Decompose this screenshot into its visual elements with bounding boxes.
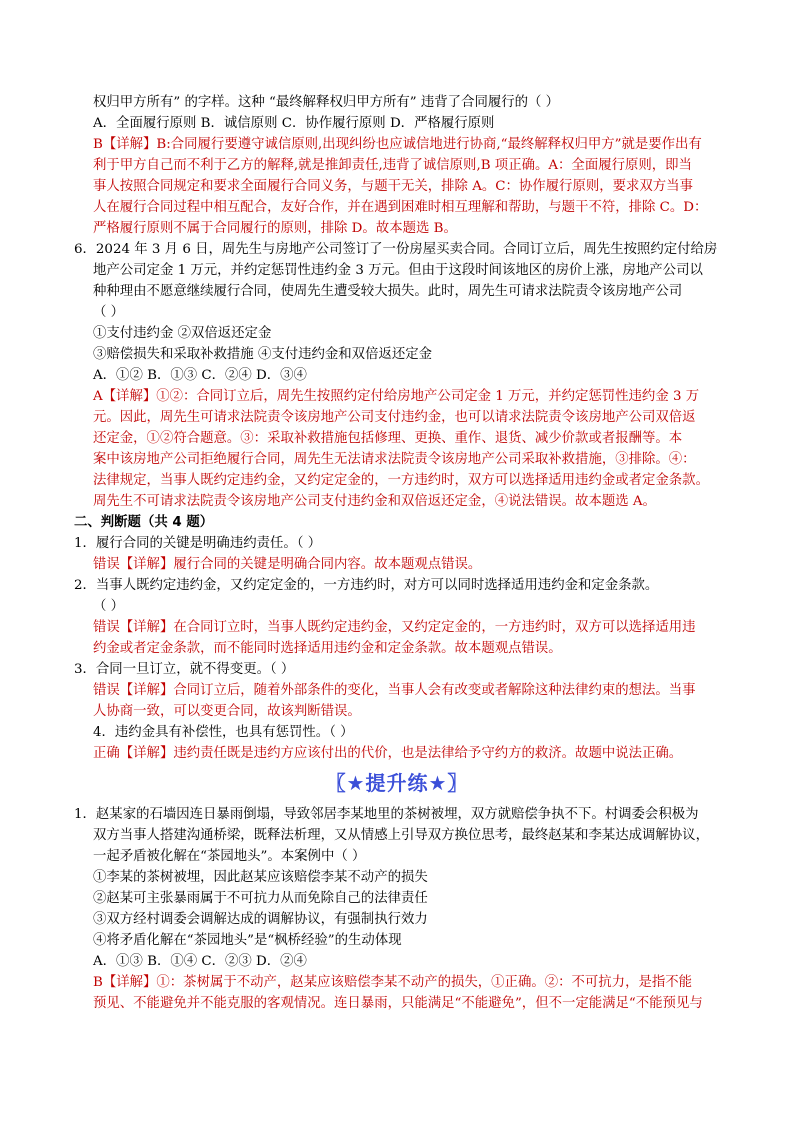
text-line: 还定金，①②符合题意。③：采取补救措施包括修理、更换、重作、退货、减少价款或者报酬等。本	[93, 431, 683, 446]
text-line: 案中该房地产公司拒绝履行合同，周先生无法请求法院责令该房地产公司采取补救措施，③排除。④：	[93, 452, 696, 467]
text-line: A．①③ B．①④ C．②③ D．②④	[93, 954, 307, 969]
text-line: 利于甲方自己而不利于乙方的解释,就是推卸责任,违背了诚信原则,B 项正确。A：全面履行原则，即当	[93, 158, 692, 173]
text-line: 3．合同一旦订立，就不得变更。（ ）	[74, 662, 295, 677]
text-line: 约金或者定金条款，而不能同时选择适用违约金和定金条款。故本题观点错误。	[93, 641, 562, 656]
text-line: ②赵某可主张暴雨属于不可抗力从而免除自己的法律责任	[93, 891, 428, 906]
text-line: 错误【详解】履行合同的关键是明确合同内容。故本题观点错误。	[93, 557, 482, 572]
text-line: 6．2024 年 3 月 6 日，周先生与房地产公司签订了一份房屋买卖合同。合同订立后，周先生按照约定付给房	[74, 242, 718, 257]
text-line: A【详解】①②：合同订立后，周先生按照约定付给房地产公司定金 1 万元，并约定惩罚性违约金 3 万	[93, 389, 700, 404]
text-line: ③赔偿损失和采取补救措施 ④支付违约金和双倍返还定金	[93, 347, 433, 362]
text-line: 4．违约金具有补偿性，也具有惩罚性。（ ）	[93, 725, 354, 740]
text-line: B【详解】B:合同履行要遵守诚信原则,出现纠纷也应诚信地进行协商,“最终解释权归甲方”就是要作出有	[93, 137, 702, 152]
text-line: 2．当事人既约定违约金，又约定定金的，一方违约时，对方可以同时选择适用违约金和定金条款。	[74, 578, 659, 593]
text-line: 法律规定，当事人既约定违约金，又约定定金的，一方违约时，双方可以选择适用违约金或者定金条款。	[93, 473, 709, 488]
text-line: 人在履行合同过程中相互配合，友好合作，并在遇到困难时相互理解和帮助，与题干不符，排除 C。D：	[93, 200, 708, 215]
text-line: ①支付违约金 ②双倍返还定金	[93, 326, 272, 341]
text-line: A．①② B．①③ C．②④ D．③④	[93, 368, 307, 383]
text-line: ①李某的茶树被埋，因此赵某应该赔偿李某不动产的损失	[93, 870, 428, 885]
text-line: 权归甲方所有” 的字样。这种 “最终解释权归甲方所有” 违背了合同履行的（ ）	[93, 95, 560, 110]
text-line: ③双方经村调委会调解达成的调解协议，有强制执行效力	[93, 912, 428, 927]
text-line: （ ）	[93, 305, 125, 320]
text-line: 错误【详解】在合同订立时，当事人既约定违约金，又约定定金的，一方违约时，双方可以选择适用违	[93, 620, 696, 635]
text-line: 双方当事人搭建沟通桥梁，既释法析理，又从情感上引导双方换位思考，最终赵某和李某达成调解协议，	[93, 828, 709, 843]
text-line: 二、判断题（共 4 题）	[74, 515, 214, 530]
section-banner-title: 〖★提升练★〗	[325, 771, 469, 795]
text-line: 事人按照合同规定和要求全面履行合同义务，与题干无关，排除 A。C：协作履行原则，要求双方当事	[93, 179, 693, 194]
text-line: 正确【详解】违约责任既是违约方应该付出的代价，也是法律给予守约方的救济。故题中说法正确。	[93, 746, 683, 761]
text-line: 严格履行原则不属于合同履行的原则，排除 D。故本题选 B。	[93, 221, 457, 236]
text-line: B【详解】①：茶树属于不动产，赵某应该赔偿李某不动产的损失，①正确。②：不可抗力，是指不能	[93, 975, 693, 990]
text-line: 预见、不能避免并不能克服的客观情况。连日暴雨，只能满足“不能避免”，但不一定能满足“不能预见与	[93, 996, 703, 1011]
text-line: 1．赵某家的石墙因连日暴雨倒塌，导致邻居李某地里的茶树被埋，双方就赔偿争执不下。村调委会积极为	[74, 807, 699, 822]
text-line: 种种理由不愿意继续履行合同，使周先生遭受较大损失。此时，周先生可请求法院责令该房地产公司	[93, 284, 683, 299]
text-line: 一起矛盾被化解在“茶园地头”。本案例中（ ）	[93, 849, 366, 864]
text-line: 人协商一致，可以变更合同，故该判断错误。	[93, 704, 361, 719]
text-line: 1．履行合同的关键是明确违约责任。（ ）	[74, 536, 322, 551]
text-line: 周先生不可请求法院责令该房地产公司支付违约金和双倍返还定金，④说法错误。故本题选 A。	[93, 494, 656, 509]
text-line: 错误【详解】合同订立后，随着外部条件的变化，当事人会有改变或者解除这种法律约束的想法。当事	[93, 683, 696, 698]
text-line: A．全面履行原则 B．诚信原则 C．协作履行原则 D．严格履行原则	[93, 116, 495, 131]
text-line: 地产公司定金 1 万元，并约定惩罚性违约金 3 万元。但由于这段时间该地区的房价上涨，房地产公司以	[93, 263, 703, 278]
text-line: ④将矛盾化解在“茶园地头”是“枫桥经验”的生动体现	[93, 933, 402, 948]
text-line: （ ）	[93, 599, 125, 614]
text-line: 元。因此，周先生可请求法院责令该房地产公司支付违约金，也可以请求法院责令该房地产公司双倍返	[93, 410, 696, 425]
